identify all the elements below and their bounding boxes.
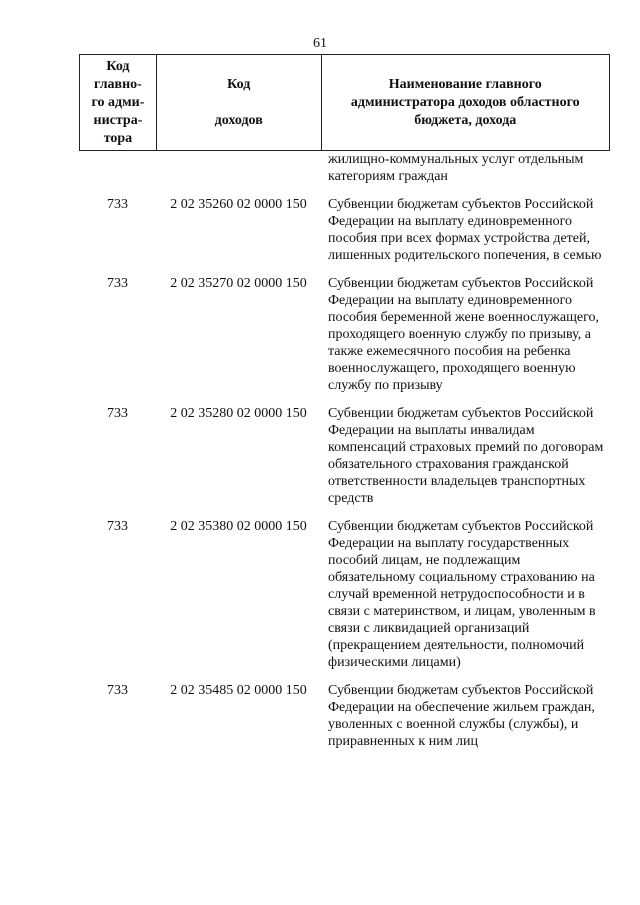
page-number: 61 xyxy=(313,36,327,51)
header-name-label: Наименование главного администратора доходов областного бюджета, дохода xyxy=(350,76,580,128)
income-code-cell: 2 02 35260 02 0000 150 xyxy=(170,197,307,212)
header-admin-code-label: Код главно- го адми- нистра- тора xyxy=(91,58,145,146)
income-code-cell: 2 02 35380 02 0000 150 xyxy=(170,519,307,534)
table-body xyxy=(79,150,610,750)
table-row xyxy=(79,404,610,507)
admin-code-cell: 733 xyxy=(107,276,128,291)
admin-code-cell: 733 xyxy=(107,197,128,212)
table-row xyxy=(79,195,610,264)
admin-code-cell: 733 xyxy=(107,406,128,421)
table-row xyxy=(79,517,610,671)
row-gap xyxy=(79,264,610,274)
row-gap xyxy=(79,671,610,681)
income-code-cell: 2 02 35485 02 0000 150 xyxy=(170,683,307,698)
income-code-cell: 2 02 35270 02 0000 150 xyxy=(170,276,307,291)
income-name-cell: Субвенции бюджетам субъектов Российской Федерации на выплату государственных пособий лицам, не подлежащим обязательному социальному страхованию на случай временной нетрудоспособности и в связи с материнством, и лицам, уволенным в связи с ликвидацией организаций (прекращением деятельности, полномочий физическими лицами) xyxy=(328,519,596,670)
continuation-text: жилищно-коммунальных услуг отдельным категориям граждан xyxy=(328,152,584,184)
income-name-cell: Субвенции бюджетам субъектов Российской Федерации на выплату единовременного пособия беременной жене военнослужащего, проходящего военную службу по призыву, а также ежемесячного пособия на ребенка военнослужащего, проходящего военную службу по призыву xyxy=(328,276,599,393)
table-row xyxy=(79,681,610,750)
row-gap xyxy=(79,507,610,517)
header-income-code xyxy=(156,55,321,151)
admin-code-cell: 733 xyxy=(107,683,128,698)
header-income-code-label: Код доходов xyxy=(214,76,263,128)
table-row-continuation xyxy=(79,150,610,185)
admin-code-cell: 733 xyxy=(107,519,128,534)
income-name-cell: Субвенции бюджетам субъектов Российской Федерации на выплаты инвалидам компенсаций страховых премий по договорам обязательного страхования гражданской ответственности владельцев транспортных средств xyxy=(328,406,604,506)
table-row xyxy=(79,274,610,394)
table-header xyxy=(79,54,610,151)
row-gap xyxy=(79,394,610,404)
income-name-cell: Субвенции бюджетам субъектов Российской Федерации на выплату единовременного пособия при всех формах устройства детей, лишенных родительского попечения, в семью xyxy=(328,197,602,263)
header-admin-code xyxy=(80,55,157,151)
income-name-cell: Субвенции бюджетам субъектов Российской Федерации на обеспечение жильем граждан, уволенных с военной службы (службы), и приравненных к ним лиц xyxy=(328,683,595,749)
income-code-cell: 2 02 35280 02 0000 150 xyxy=(170,406,307,421)
row-gap xyxy=(79,185,610,195)
header-name xyxy=(321,55,609,151)
